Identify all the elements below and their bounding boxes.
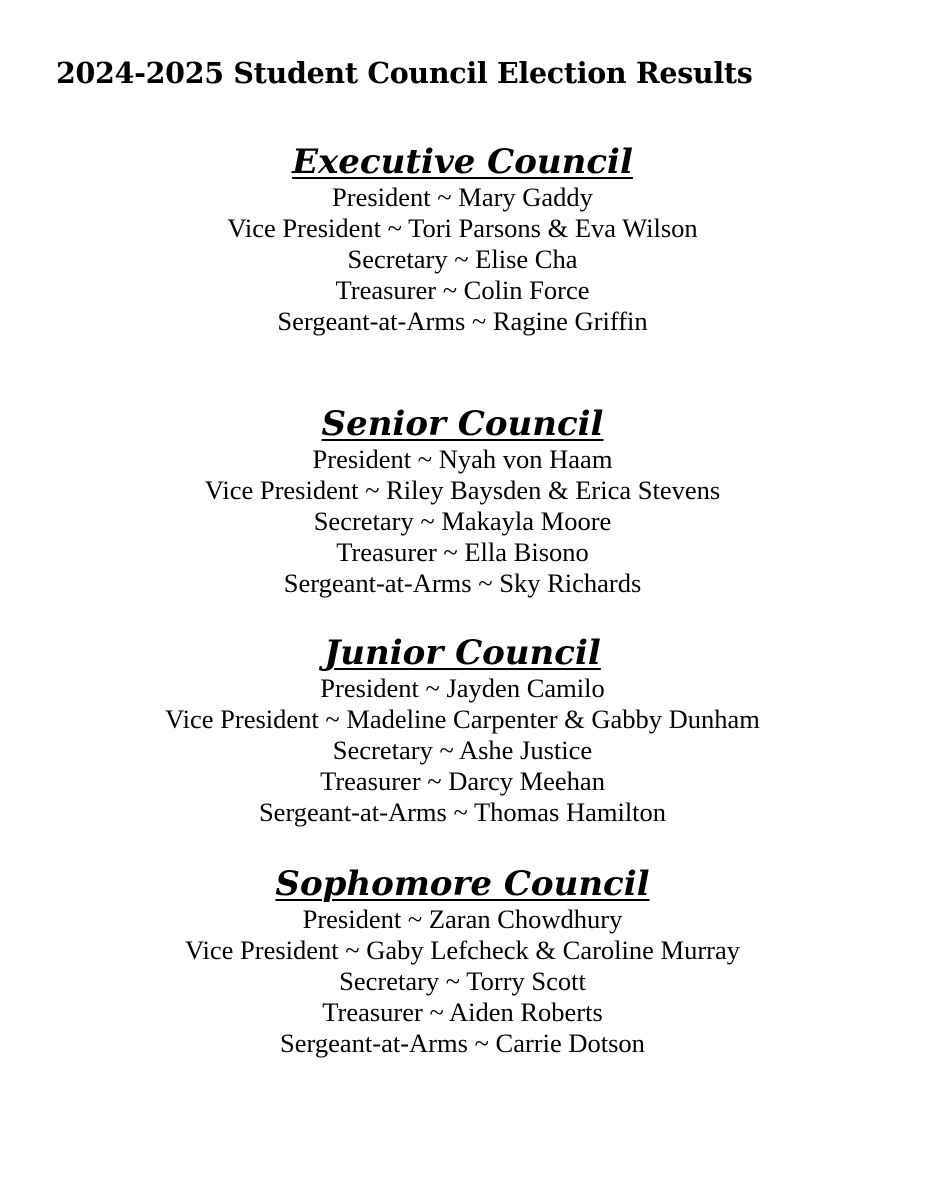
officer-entry: Sergeant-at-Arms ~ Thomas Hamilton xyxy=(258,797,667,827)
officer-entry: Secretary ~ Torry Scott xyxy=(339,966,586,996)
senior-council-section xyxy=(0,404,925,599)
officer-entry: Vice President ~ Riley Baysden & Erica Stevens xyxy=(204,475,721,505)
officer-list xyxy=(0,904,925,1059)
junior-council-section xyxy=(0,633,925,828)
officer-entry: President ~ Jayden Camilo xyxy=(320,673,605,703)
section-heading: Executive Council xyxy=(292,142,633,182)
officer-entry: Sergeant-at-Arms ~ Carrie Dotson xyxy=(280,1028,645,1058)
officer-entry: Secretary ~ Makayla Moore xyxy=(313,506,612,536)
officer-entry: Treasurer ~ Darcy Meehan xyxy=(320,766,605,796)
officer-entry: President ~ Nyah von Haam xyxy=(312,444,613,474)
officer-entry: Sergeant-at-Arms ~ Ragine Griffin xyxy=(277,306,648,336)
sophomore-council-section xyxy=(0,864,925,1059)
officer-entry: Treasurer ~ Colin Force xyxy=(335,275,590,305)
officer-list xyxy=(0,444,925,599)
page-title: 2024-2025 Student Council Election Results xyxy=(56,56,753,90)
officer-list xyxy=(0,673,925,828)
officer-entry: Secretary ~ Ashe Justice xyxy=(332,735,593,765)
section-heading: Junior Council xyxy=(324,633,601,673)
officer-entry: President ~ Zaran Chowdhury xyxy=(302,904,623,934)
officer-entry: Vice President ~ Tori Parsons & Eva Wilson xyxy=(227,213,698,243)
executive-council-section xyxy=(0,142,925,337)
officer-entry: Treasurer ~ Ella Bisono xyxy=(336,537,589,567)
officer-entry: Sergeant-at-Arms ~ Sky Richards xyxy=(283,568,642,598)
officer-entry: President ~ Mary Gaddy xyxy=(332,182,593,212)
officer-entry: Vice President ~ Madeline Carpenter & Gabby Dunham xyxy=(165,704,760,734)
officer-list xyxy=(0,182,925,337)
section-heading: Sophomore Council xyxy=(275,864,650,904)
officer-entry: Treasurer ~ Aiden Roberts xyxy=(322,997,603,1027)
officer-entry: Secretary ~ Elise Cha xyxy=(347,244,578,274)
officer-entry: Vice President ~ Gaby Lefcheck & Caroline Murray xyxy=(184,935,741,965)
section-heading: Senior Council xyxy=(321,404,604,444)
